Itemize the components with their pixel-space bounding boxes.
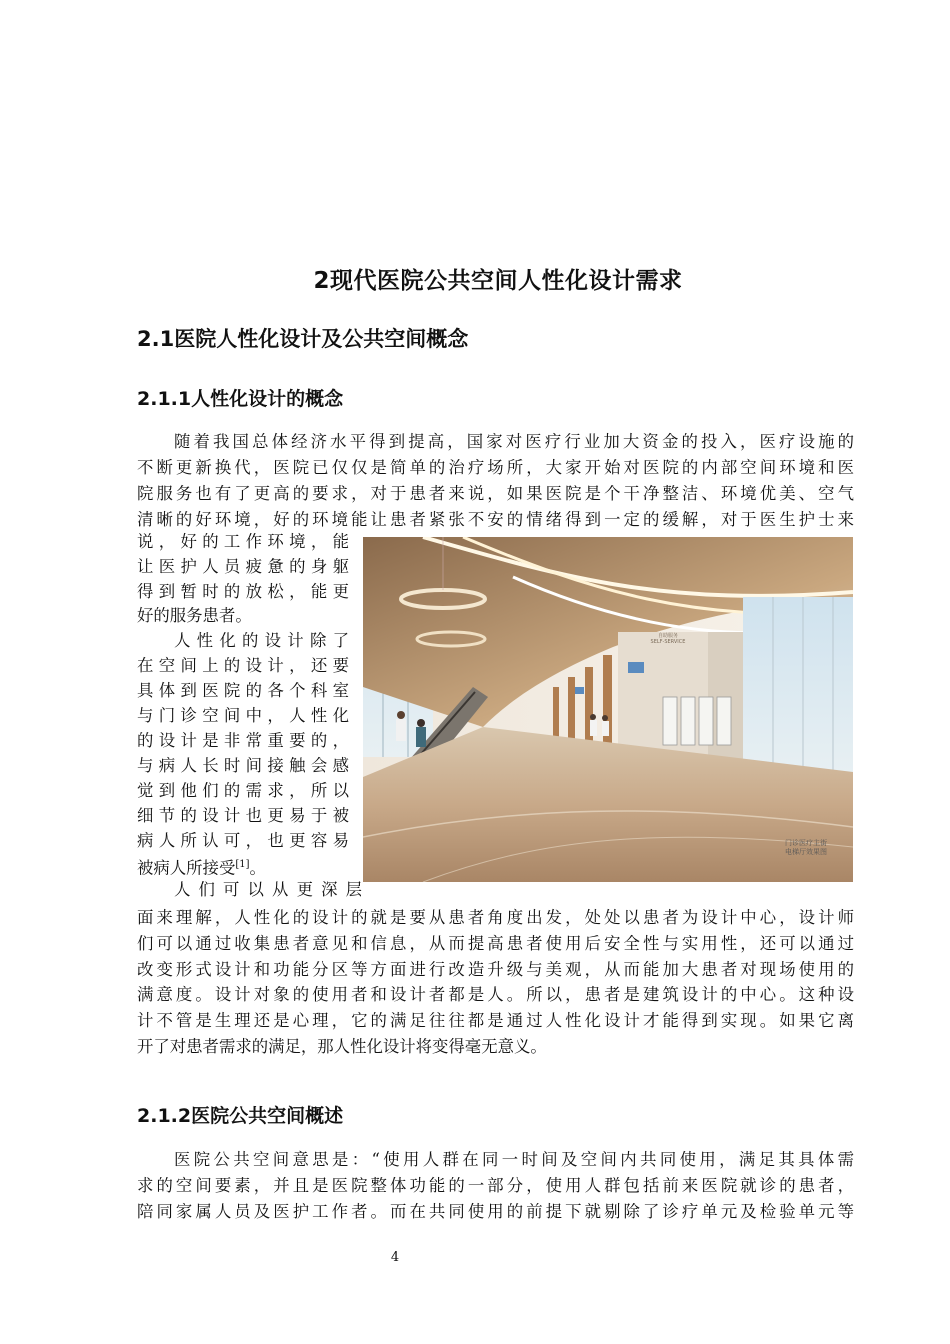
paragraph-line: 陪同家属人员及医护工作者。而在共同使用的前提下就剔除了诊疗单元及检验单元等 <box>137 1202 854 1221</box>
paragraph-line: 们可以通过收集患者意见和信息，从而提高患者使用后安全性与实用性，还可以通过 <box>137 934 854 953</box>
paragraph-line: 开了对患者需求的满足，那人性化设计将变得毫无意义。 <box>137 1037 547 1056</box>
paragraph-line-last <box>137 855 266 878</box>
paragraph-line: 满意度。设计对象的使用者和设计者都是人。所以，患者是建筑设计的中心。这种设 <box>137 985 854 1004</box>
section-heading-2-1: 2.1医院人性化设计及公共空间概念 <box>137 327 469 351</box>
paragraph-line: 人们可以从更深层 <box>174 880 362 899</box>
caption-line: 电梯厅效果图 <box>785 848 827 856</box>
paragraph-line: 人性化的设计除了 <box>174 631 349 650</box>
paragraph-line: 清晰的好环境，好的环境能让患者紧张不安的情绪得到一定的缓解，对于医生护士来 <box>137 510 854 529</box>
paragraph-line: 院服务也有了更高的要求，对于患者来说，如果医院是个干净整洁、环境优美、空气 <box>137 484 854 503</box>
paragraph-line: 改变形式设计和功能分区等方面进行改造升级与美观，从而能加大患者对现场使用的 <box>137 960 854 979</box>
paragraph-line: 觉到他们的需求，所以 <box>137 781 349 800</box>
paragraph-line: 说，好的工作环境，能 <box>137 532 349 551</box>
paragraph-line: 不断更新换代，医院已仅仅是简单的治疗场所，大家开始对医院的内部空间环境和医 <box>137 458 854 477</box>
end-mark: 。 <box>249 858 266 878</box>
sign-line: 自助服务 <box>657 633 678 639</box>
paragraph-text: 被病人所接受 <box>137 858 236 878</box>
sign-line: SELF-SERVICE <box>650 639 686 645</box>
page-number: 4 <box>390 1250 400 1265</box>
hospital-lobby-image <box>363 537 853 882</box>
citation-ref: [1] <box>235 859 250 870</box>
self-service-sign <box>643 633 693 645</box>
paragraph-line: 得到暂时的放松，能更 <box>137 582 349 601</box>
image-caption <box>785 839 827 857</box>
paragraph-line: 病人所认可，也更容易 <box>137 831 349 850</box>
paragraph-line: 让医护人员疲惫的身躯 <box>137 557 349 576</box>
paragraph-line: 求的空间要素，并且是医院整体功能的一部分，使用人群包括前来医院就诊的患者， <box>137 1176 854 1195</box>
paragraph-line: 与门诊空间中，人性化 <box>137 706 349 725</box>
paragraph-line: 计不管是生理还是心理，它的满足往往都是通过人性化设计才能得到实现。如果它离 <box>137 1011 854 1030</box>
paragraph-line: 细节的设计也更易于被 <box>137 806 349 825</box>
paragraph-line: 医院公共空间意思是：“使用人群在同一时间及空间内共同使用，满足其具体需 <box>174 1150 854 1169</box>
subsection-heading-2-1-1: 2.1.1人性化设计的概念 <box>137 388 344 410</box>
paragraph-line: 好的服务患者。 <box>137 606 252 625</box>
paragraph-line: 面来理解，人性化的设计的就是要从患者角度出发，处处以患者为设计中心，设计师 <box>137 908 854 927</box>
chapter-title: 2现代医院公共空间人性化设计需求 <box>313 268 683 294</box>
paragraph-line: 具体到医院的各个科室 <box>137 681 349 700</box>
paragraph-line: 与病人长时间接触会感 <box>137 756 349 775</box>
caption-line: 门诊医疗主街 <box>785 839 827 847</box>
paragraph-line: 的设计是非常重要的， <box>137 731 349 750</box>
subsection-heading-2-1-2: 2.1.2医院公共空间概述 <box>137 1105 344 1127</box>
paragraph-line: 在空间上的设计，还要 <box>137 656 349 675</box>
paragraph-line: 随着我国总体经济水平得到提高，国家对医疗行业加大资金的投入，医疗设施的 <box>174 432 854 451</box>
